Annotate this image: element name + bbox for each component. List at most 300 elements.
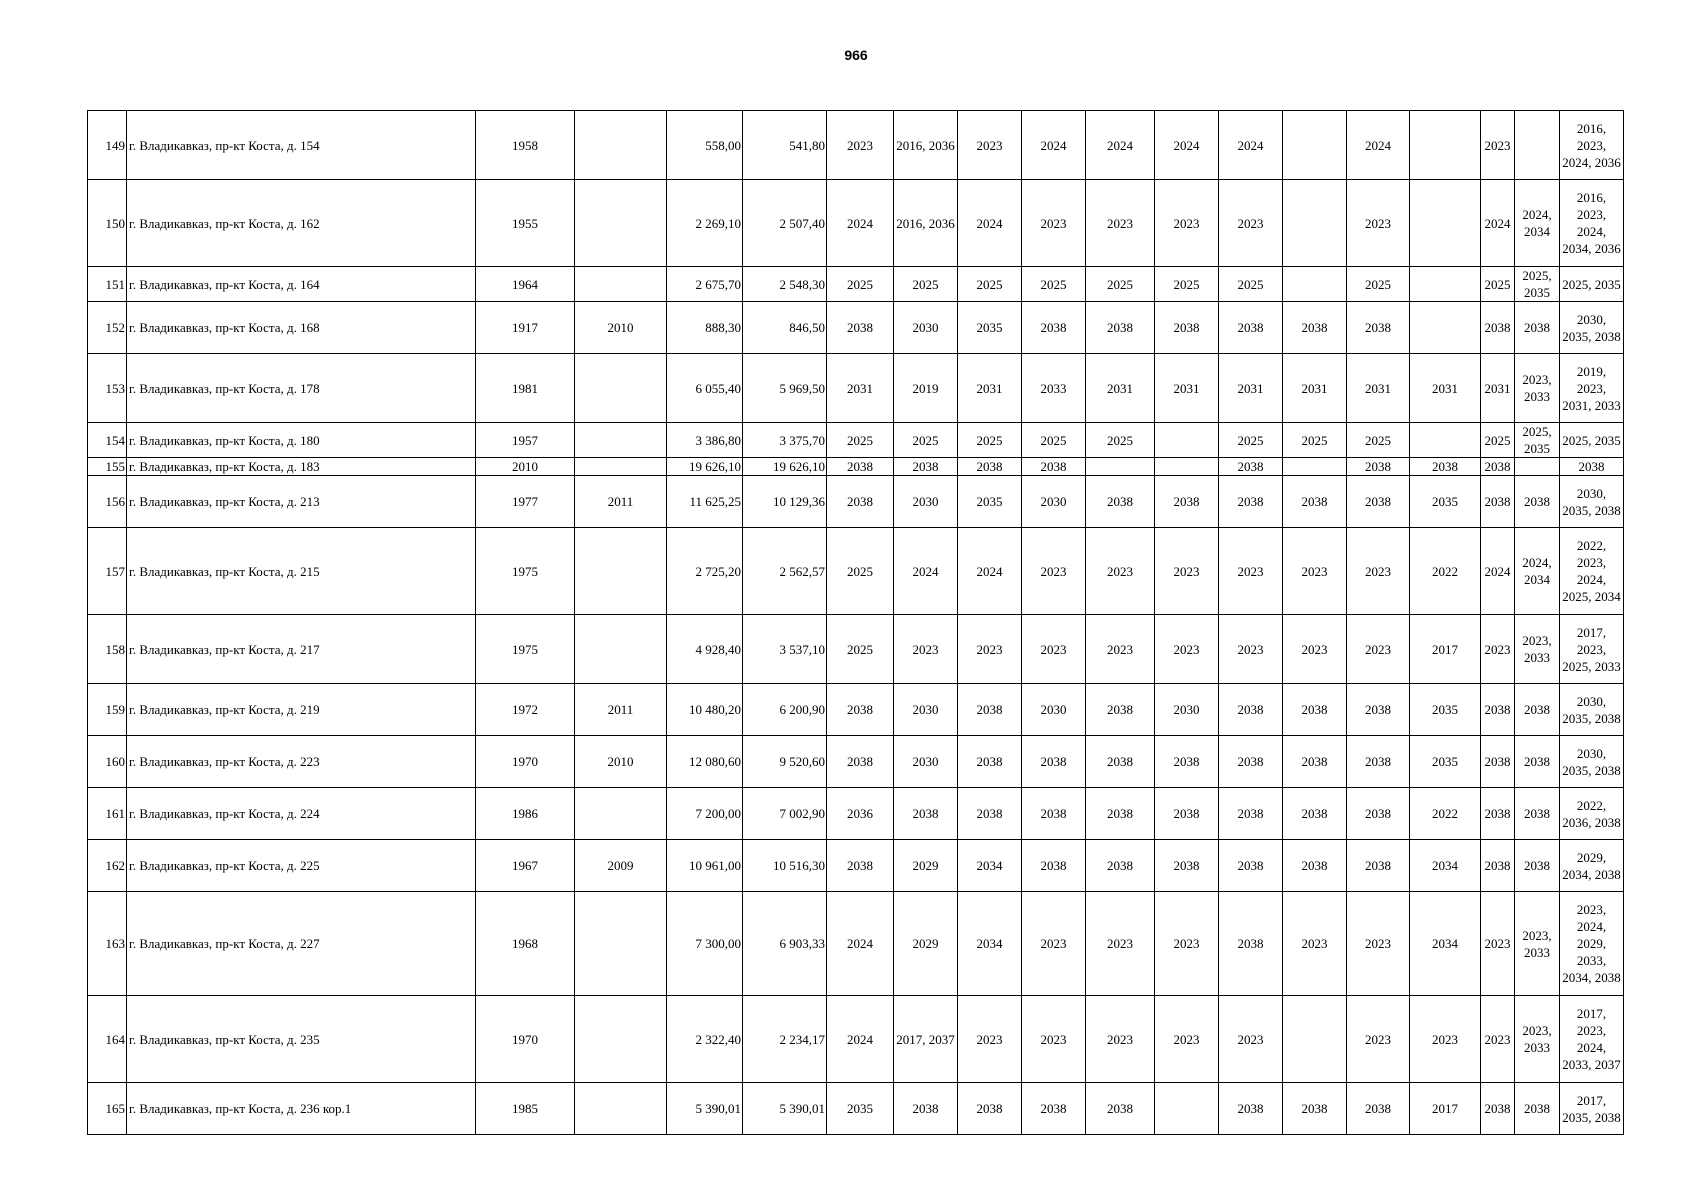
cell-address: г. Владикавказ, пр-кт Коста, д. 217 <box>127 615 476 684</box>
cell-c6 <box>1155 423 1219 458</box>
cell-c12: 2038 <box>1515 788 1560 840</box>
cell-num: 163 <box>88 892 127 996</box>
table-row <box>88 476 1624 528</box>
cell-num: 160 <box>88 736 127 788</box>
cell-c1: 2036 <box>827 788 894 840</box>
cell-c11: 2038 <box>1481 736 1515 788</box>
cell-c9: 2024 <box>1347 111 1410 180</box>
cell-year-reconstruction: 2010 <box>575 736 667 788</box>
cell-year-built: 1972 <box>476 684 575 736</box>
cell-c12: 2023, 2033 <box>1515 615 1560 684</box>
cell-c5: 2038 <box>1086 684 1155 736</box>
cell-year-built: 2010 <box>476 458 575 476</box>
cell-c13: 2017, 2023, 2025, 2033 <box>1560 615 1624 684</box>
cell-c2: 2017, 2037 <box>894 996 958 1083</box>
cell-c9: 2025 <box>1347 267 1410 302</box>
cell-c7: 2023 <box>1219 615 1283 684</box>
cell-c8: 2038 <box>1283 840 1347 892</box>
cell-year-built: 1975 <box>476 528 575 615</box>
cell-address: г. Владикавказ, пр-кт Коста, д. 213 <box>127 476 476 528</box>
cell-c11: 2038 <box>1481 788 1515 840</box>
cell-c10: 2038 <box>1410 458 1481 476</box>
cell-area-total: 10 961,00 <box>667 840 743 892</box>
cell-c6: 2023 <box>1155 180 1219 267</box>
cell-num: 158 <box>88 615 127 684</box>
cell-year-reconstruction: 2010 <box>575 302 667 354</box>
cell-c10 <box>1410 302 1481 354</box>
cell-area-total: 5 390,01 <box>667 1083 743 1135</box>
cell-c10: 2034 <box>1410 840 1481 892</box>
cell-address: г. Владикавказ, пр-кт Коста, д. 219 <box>127 684 476 736</box>
cell-c9: 2038 <box>1347 840 1410 892</box>
cell-c3: 2024 <box>958 528 1022 615</box>
cell-year-reconstruction <box>575 180 667 267</box>
housing-register-table <box>87 110 1624 1135</box>
cell-c11: 2025 <box>1481 267 1515 302</box>
table-row <box>88 840 1624 892</box>
cell-c13: 2030, 2035, 2038 <box>1560 684 1624 736</box>
cell-c8: 2025 <box>1283 423 1347 458</box>
cell-c11: 2038 <box>1481 476 1515 528</box>
cell-year-built: 1958 <box>476 111 575 180</box>
cell-c9: 2038 <box>1347 458 1410 476</box>
table-row <box>88 302 1624 354</box>
cell-c11: 2038 <box>1481 302 1515 354</box>
cell-area-total: 7 200,00 <box>667 788 743 840</box>
cell-address: г. Владикавказ, пр-кт Коста, д. 225 <box>127 840 476 892</box>
cell-year-built: 1981 <box>476 354 575 423</box>
cell-c1: 2023 <box>827 111 894 180</box>
cell-c2: 2038 <box>894 788 958 840</box>
cell-num: 152 <box>88 302 127 354</box>
cell-c7: 2038 <box>1219 476 1283 528</box>
table-row <box>88 111 1624 180</box>
cell-c1: 2024 <box>827 180 894 267</box>
cell-c12: 2025, 2035 <box>1515 267 1560 302</box>
cell-c2: 2029 <box>894 840 958 892</box>
cell-c10 <box>1410 267 1481 302</box>
cell-c3: 2038 <box>958 684 1022 736</box>
cell-num: 159 <box>88 684 127 736</box>
cell-c3: 2023 <box>958 111 1022 180</box>
cell-c7: 2031 <box>1219 354 1283 423</box>
cell-area-living: 9 520,60 <box>743 736 827 788</box>
cell-c5: 2038 <box>1086 476 1155 528</box>
cell-area-living: 2 548,30 <box>743 267 827 302</box>
cell-c13: 2022, 2036, 2038 <box>1560 788 1624 840</box>
cell-c7: 2024 <box>1219 111 1283 180</box>
cell-c2: 2038 <box>894 458 958 476</box>
cell-area-total: 4 928,40 <box>667 615 743 684</box>
cell-c8: 2038 <box>1283 736 1347 788</box>
cell-c12: 2024, 2034 <box>1515 528 1560 615</box>
cell-c9: 2038 <box>1347 1083 1410 1135</box>
cell-address: г. Владикавказ, пр-кт Коста, д. 223 <box>127 736 476 788</box>
cell-c6: 2025 <box>1155 267 1219 302</box>
cell-c2: 2030 <box>894 302 958 354</box>
cell-c6 <box>1155 458 1219 476</box>
cell-c12: 2038 <box>1515 736 1560 788</box>
table-row <box>88 892 1624 996</box>
cell-c1: 2025 <box>827 267 894 302</box>
cell-c8: 2031 <box>1283 354 1347 423</box>
cell-num: 149 <box>88 111 127 180</box>
cell-c12: 2038 <box>1515 1083 1560 1135</box>
cell-c8: 2038 <box>1283 684 1347 736</box>
cell-address: г. Владикавказ, пр-кт Коста, д. 227 <box>127 892 476 996</box>
cell-year-reconstruction <box>575 458 667 476</box>
cell-c4: 2023 <box>1022 615 1086 684</box>
cell-area-living: 2 507,40 <box>743 180 827 267</box>
cell-year-reconstruction <box>575 788 667 840</box>
cell-c9: 2025 <box>1347 423 1410 458</box>
cell-area-living: 3 537,10 <box>743 615 827 684</box>
cell-area-total: 7 300,00 <box>667 892 743 996</box>
cell-area-living: 6 200,90 <box>743 684 827 736</box>
cell-num: 151 <box>88 267 127 302</box>
cell-c1: 2038 <box>827 736 894 788</box>
cell-c1: 2024 <box>827 892 894 996</box>
cell-c3: 2023 <box>958 615 1022 684</box>
cell-address: г. Владикавказ, пр-кт Коста, д. 164 <box>127 267 476 302</box>
cell-c4: 2023 <box>1022 996 1086 1083</box>
cell-c1: 2025 <box>827 528 894 615</box>
cell-c5: 2023 <box>1086 180 1155 267</box>
cell-c10: 2022 <box>1410 788 1481 840</box>
cell-area-total: 2 725,20 <box>667 528 743 615</box>
cell-c3: 2034 <box>958 840 1022 892</box>
cell-c9: 2023 <box>1347 180 1410 267</box>
cell-c8: 2023 <box>1283 615 1347 684</box>
cell-c2: 2030 <box>894 684 958 736</box>
cell-area-total: 558,00 <box>667 111 743 180</box>
cell-c4: 2023 <box>1022 528 1086 615</box>
cell-c11: 2038 <box>1481 840 1515 892</box>
cell-c9: 2038 <box>1347 684 1410 736</box>
cell-c13: 2023, 2024, 2029, 2033, 2034, 2038 <box>1560 892 1624 996</box>
cell-c5: 2038 <box>1086 302 1155 354</box>
cell-address: г. Владикавказ, пр-кт Коста, д. 215 <box>127 528 476 615</box>
cell-c1: 2038 <box>827 840 894 892</box>
cell-c6: 2038 <box>1155 302 1219 354</box>
cell-area-total: 19 626,10 <box>667 458 743 476</box>
cell-c4: 2033 <box>1022 354 1086 423</box>
cell-c4: 2023 <box>1022 180 1086 267</box>
cell-c11: 2038 <box>1481 684 1515 736</box>
cell-c5: 2038 <box>1086 736 1155 788</box>
table-row <box>88 354 1624 423</box>
cell-c3: 2023 <box>958 996 1022 1083</box>
cell-c13: 2038 <box>1560 458 1624 476</box>
cell-year-built: 1970 <box>476 996 575 1083</box>
cell-c1: 2038 <box>827 458 894 476</box>
cell-c6: 2038 <box>1155 788 1219 840</box>
cell-c4: 2023 <box>1022 892 1086 996</box>
cell-area-total: 10 480,20 <box>667 684 743 736</box>
cell-c13: 2030, 2035, 2038 <box>1560 476 1624 528</box>
cell-c2: 2016, 2036 <box>894 111 958 180</box>
cell-c2: 2023 <box>894 615 958 684</box>
cell-c6: 2031 <box>1155 354 1219 423</box>
cell-c8 <box>1283 458 1347 476</box>
cell-c9: 2023 <box>1347 996 1410 1083</box>
cell-c5: 2038 <box>1086 788 1155 840</box>
cell-c12: 2023, 2033 <box>1515 354 1560 423</box>
cell-area-living: 5 969,50 <box>743 354 827 423</box>
cell-area-living: 2 234,17 <box>743 996 827 1083</box>
cell-area-living: 6 903,33 <box>743 892 827 996</box>
cell-area-living: 3 375,70 <box>743 423 827 458</box>
cell-c3: 2034 <box>958 892 1022 996</box>
cell-c12: 2038 <box>1515 840 1560 892</box>
cell-c7: 2023 <box>1219 528 1283 615</box>
cell-year-reconstruction: 2011 <box>575 684 667 736</box>
cell-c7: 2023 <box>1219 180 1283 267</box>
cell-year-reconstruction <box>575 1083 667 1135</box>
cell-c3: 2038 <box>958 736 1022 788</box>
cell-c6: 2024 <box>1155 111 1219 180</box>
cell-c8 <box>1283 267 1347 302</box>
cell-c10: 2035 <box>1410 476 1481 528</box>
cell-c6: 2023 <box>1155 528 1219 615</box>
cell-c2: 2025 <box>894 423 958 458</box>
cell-year-reconstruction <box>575 892 667 996</box>
cell-c7: 2038 <box>1219 684 1283 736</box>
cell-c13: 2025, 2035 <box>1560 267 1624 302</box>
cell-num: 165 <box>88 1083 127 1135</box>
cell-c9: 2038 <box>1347 736 1410 788</box>
cell-c6: 2030 <box>1155 684 1219 736</box>
cell-area-living: 10 516,30 <box>743 840 827 892</box>
cell-year-built: 1977 <box>476 476 575 528</box>
cell-c6: 2038 <box>1155 736 1219 788</box>
cell-address: г. Владикавказ, пр-кт Коста, д. 183 <box>127 458 476 476</box>
cell-area-total: 3 386,80 <box>667 423 743 458</box>
cell-c7: 2038 <box>1219 458 1283 476</box>
cell-c5: 2023 <box>1086 892 1155 996</box>
cell-c12: 2038 <box>1515 302 1560 354</box>
cell-c5: 2023 <box>1086 996 1155 1083</box>
cell-c4: 2030 <box>1022 476 1086 528</box>
cell-num: 157 <box>88 528 127 615</box>
cell-area-living: 5 390,01 <box>743 1083 827 1135</box>
cell-c12: 2024, 2034 <box>1515 180 1560 267</box>
cell-num: 156 <box>88 476 127 528</box>
table-row <box>88 528 1624 615</box>
cell-c3: 2038 <box>958 458 1022 476</box>
cell-c12: 2023, 2033 <box>1515 892 1560 996</box>
cell-c9: 2023 <box>1347 615 1410 684</box>
cell-address: г. Владикавказ, пр-кт Коста, д. 178 <box>127 354 476 423</box>
cell-area-living: 2 562,57 <box>743 528 827 615</box>
table-row <box>88 458 1624 476</box>
cell-address: г. Владикавказ, пр-кт Коста, д. 162 <box>127 180 476 267</box>
cell-year-built: 1985 <box>476 1083 575 1135</box>
cell-c6: 2038 <box>1155 840 1219 892</box>
cell-c1: 2025 <box>827 615 894 684</box>
cell-c5: 2024 <box>1086 111 1155 180</box>
cell-c4: 2024 <box>1022 111 1086 180</box>
cell-c8: 2023 <box>1283 892 1347 996</box>
cell-year-reconstruction <box>575 423 667 458</box>
cell-area-total: 888,30 <box>667 302 743 354</box>
cell-year-reconstruction <box>575 354 667 423</box>
cell-num: 153 <box>88 354 127 423</box>
cell-c5 <box>1086 458 1155 476</box>
cell-c6: 2023 <box>1155 892 1219 996</box>
table-row <box>88 736 1624 788</box>
cell-c11: 2023 <box>1481 892 1515 996</box>
cell-address: г. Владикавказ, пр-кт Коста, д. 180 <box>127 423 476 458</box>
cell-c3: 2031 <box>958 354 1022 423</box>
table-row <box>88 1083 1624 1135</box>
cell-c10: 2023 <box>1410 996 1481 1083</box>
cell-c11: 2038 <box>1481 458 1515 476</box>
cell-c4: 2038 <box>1022 840 1086 892</box>
cell-num: 162 <box>88 840 127 892</box>
cell-area-total: 2 269,10 <box>667 180 743 267</box>
cell-area-living: 7 002,90 <box>743 788 827 840</box>
cell-c12: 2025, 2035 <box>1515 423 1560 458</box>
page-number: 966 <box>844 47 868 63</box>
cell-year-reconstruction <box>575 996 667 1083</box>
table-row <box>88 423 1624 458</box>
cell-c13: 2029, 2034, 2038 <box>1560 840 1624 892</box>
table-row <box>88 267 1624 302</box>
cell-c13: 2017, 2035, 2038 <box>1560 1083 1624 1135</box>
cell-c2: 2016, 2036 <box>894 180 958 267</box>
cell-c1: 2031 <box>827 354 894 423</box>
cell-c13: 2022, 2023, 2024, 2025, 2034 <box>1560 528 1624 615</box>
cell-c9: 2038 <box>1347 788 1410 840</box>
cell-c7: 2038 <box>1219 788 1283 840</box>
cell-c10 <box>1410 111 1481 180</box>
cell-year-reconstruction <box>575 111 667 180</box>
cell-c11: 2038 <box>1481 1083 1515 1135</box>
cell-c5: 2038 <box>1086 840 1155 892</box>
cell-address: г. Владикавказ, пр-кт Коста, д. 236 кор.1 <box>127 1083 476 1135</box>
cell-area-total: 12 080,60 <box>667 736 743 788</box>
cell-c4: 2025 <box>1022 267 1086 302</box>
cell-c13: 2030, 2035, 2038 <box>1560 736 1624 788</box>
cell-c9: 2038 <box>1347 476 1410 528</box>
cell-c10: 2017 <box>1410 615 1481 684</box>
cell-c10: 2034 <box>1410 892 1481 996</box>
cell-c10: 2035 <box>1410 684 1481 736</box>
cell-c11: 2024 <box>1481 180 1515 267</box>
cell-c7: 2038 <box>1219 1083 1283 1135</box>
cell-c10 <box>1410 180 1481 267</box>
cell-c4: 2038 <box>1022 458 1086 476</box>
cell-area-living: 846,50 <box>743 302 827 354</box>
cell-year-built: 1968 <box>476 892 575 996</box>
cell-c11: 2023 <box>1481 111 1515 180</box>
cell-c7: 2025 <box>1219 267 1283 302</box>
cell-num: 150 <box>88 180 127 267</box>
cell-num: 154 <box>88 423 127 458</box>
cell-area-living: 541,80 <box>743 111 827 180</box>
cell-c9: 2023 <box>1347 892 1410 996</box>
cell-c6 <box>1155 1083 1219 1135</box>
cell-c1: 2024 <box>827 996 894 1083</box>
cell-c13: 2030, 2035, 2038 <box>1560 302 1624 354</box>
cell-c4: 2025 <box>1022 423 1086 458</box>
cell-c5: 2023 <box>1086 528 1155 615</box>
cell-c11: 2023 <box>1481 996 1515 1083</box>
cell-c8: 2038 <box>1283 788 1347 840</box>
cell-c13: 2025, 2035 <box>1560 423 1624 458</box>
cell-c12 <box>1515 458 1560 476</box>
cell-num: 164 <box>88 996 127 1083</box>
cell-c2: 2029 <box>894 892 958 996</box>
cell-area-total: 2 322,40 <box>667 996 743 1083</box>
cell-year-built: 1967 <box>476 840 575 892</box>
cell-year-built: 1964 <box>476 267 575 302</box>
cell-c5: 2031 <box>1086 354 1155 423</box>
cell-c9: 2023 <box>1347 528 1410 615</box>
cell-c12: 2038 <box>1515 684 1560 736</box>
cell-c3: 2038 <box>958 1083 1022 1135</box>
cell-c13: 2019, 2023, 2031, 2033 <box>1560 354 1624 423</box>
cell-c2: 2030 <box>894 736 958 788</box>
cell-c4: 2038 <box>1022 1083 1086 1135</box>
cell-c7: 2038 <box>1219 892 1283 996</box>
cell-c12 <box>1515 111 1560 180</box>
cell-c7: 2038 <box>1219 302 1283 354</box>
cell-c1: 2035 <box>827 1083 894 1135</box>
cell-c10 <box>1410 423 1481 458</box>
cell-c10: 2022 <box>1410 528 1481 615</box>
cell-c11: 2031 <box>1481 354 1515 423</box>
cell-year-built: 1970 <box>476 736 575 788</box>
table-row <box>88 684 1624 736</box>
cell-c8: 2023 <box>1283 528 1347 615</box>
cell-c9: 2038 <box>1347 302 1410 354</box>
cell-c8 <box>1283 996 1347 1083</box>
cell-area-total: 2 675,70 <box>667 267 743 302</box>
cell-c3: 2025 <box>958 267 1022 302</box>
cell-c5: 2038 <box>1086 1083 1155 1135</box>
cell-c8: 2038 <box>1283 302 1347 354</box>
cell-c3: 2025 <box>958 423 1022 458</box>
table-row <box>88 615 1624 684</box>
cell-year-reconstruction: 2009 <box>575 840 667 892</box>
cell-num: 155 <box>88 458 127 476</box>
cell-c2: 2038 <box>894 1083 958 1135</box>
cell-c2: 2025 <box>894 267 958 302</box>
cell-area-living: 19 626,10 <box>743 458 827 476</box>
cell-c12: 2038 <box>1515 476 1560 528</box>
cell-c8: 2038 <box>1283 1083 1347 1135</box>
cell-c2: 2024 <box>894 528 958 615</box>
cell-year-reconstruction: 2011 <box>575 476 667 528</box>
cell-year-built: 1957 <box>476 423 575 458</box>
cell-c4: 2038 <box>1022 788 1086 840</box>
cell-c5: 2025 <box>1086 423 1155 458</box>
cell-c3: 2038 <box>958 788 1022 840</box>
table-row <box>88 788 1624 840</box>
cell-c3: 2035 <box>958 302 1022 354</box>
cell-address: г. Владикавказ, пр-кт Коста, д. 224 <box>127 788 476 840</box>
cell-c8 <box>1283 111 1347 180</box>
cell-year-reconstruction <box>575 267 667 302</box>
cell-c11: 2023 <box>1481 615 1515 684</box>
cell-c10: 2031 <box>1410 354 1481 423</box>
table-row <box>88 996 1624 1083</box>
cell-year-built: 1917 <box>476 302 575 354</box>
register-body <box>88 111 1624 1135</box>
cell-year-reconstruction <box>575 528 667 615</box>
